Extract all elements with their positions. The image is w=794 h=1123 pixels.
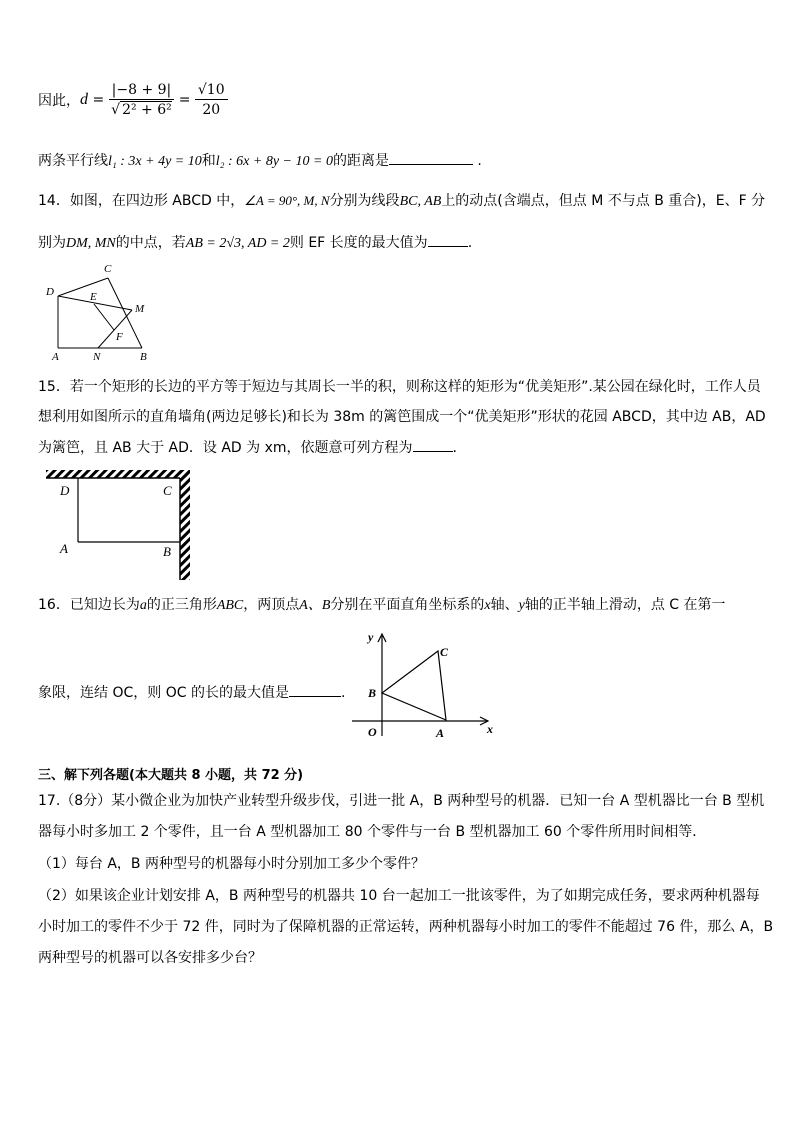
q13-rhs-den: 20: [202, 102, 221, 118]
answer-blank[interactable]: [413, 451, 453, 452]
wall-top-hatch: [46, 470, 190, 478]
q14-l2-end: .: [467, 235, 473, 251]
q16-l1c: ，两顶点: [243, 597, 300, 613]
q16-x: x: [484, 598, 491, 613]
q13b-text1: 两条平行线: [38, 153, 108, 169]
fig14-label-C: C: [104, 263, 112, 275]
q16-ab: A、B: [299, 598, 331, 613]
q15-l3a: 为篱笆，且 AB 大于 AD．设 AD 为 xm，依题意可列方程为: [38, 440, 413, 456]
q13-numerator: |−8 + 9|: [109, 82, 175, 100]
q15-line2: 想利用如图所示的直角墙角(两边足够长)和长为 38m 的篱笆围成一个“优美矩形”形状的花园 ABCD，其中边 AB，AD: [38, 409, 766, 425]
fig15-label-B: B: [163, 544, 171, 559]
q16-l1f: 轴的正半轴上滑动，点 C 在第一: [524, 597, 726, 613]
q16-abc: ABC: [216, 598, 244, 613]
q14-l2a: 别为: [38, 235, 66, 251]
fig14-label-N: N: [93, 351, 101, 363]
q16-coordinate-figure: [350, 626, 500, 742]
q15-wall-corner-figure: [40, 466, 196, 584]
q14-quadrilateral-figure: [40, 260, 160, 364]
fig16-label-A: A: [436, 726, 445, 740]
q16-a: a: [139, 598, 147, 613]
fig16-label-x: x: [487, 722, 493, 736]
q13-fraction: [109, 82, 175, 118]
fig14-label-M: M: [135, 303, 145, 315]
q15-line3: [38, 437, 457, 457]
fig14-label-E: E: [90, 291, 97, 303]
answer-blank[interactable]: [428, 246, 468, 247]
fig16-label-O: O: [368, 725, 377, 739]
q17-sub2-line1: （2）如果该企业计划安排 A，B 两种型号的机器共 10 台一起加工一批该零件，为了如期完成任务，要求两种机器每: [38, 888, 760, 904]
q14-l1-math2: BC, AB: [399, 194, 442, 209]
q14-l1c: 上的动点(含端点，但点 M 不与点 B 重合)，E、F 分: [441, 193, 766, 209]
q14-l1-math1: ∠A = 90°, M, N: [244, 193, 330, 208]
q13-rhs-fraction: [195, 82, 228, 118]
q16-line1: [38, 594, 726, 614]
fig15-label-C: C: [163, 483, 172, 498]
fig15-label-D: D: [60, 483, 70, 498]
q13-result: [38, 82, 228, 118]
q16-l1d: 分别在平面直角坐标系的: [330, 597, 485, 613]
q17-sub2-line2: 小时加工的零件不少于 72 件，同时为了保障机器的正常运转，两种机器每小时加工的零件不能超过 76 件，那么 A，B: [38, 919, 774, 935]
q13-eq2: =: [178, 92, 191, 108]
q14-l2-math2: AB = 2√3, AD = 2: [185, 236, 290, 251]
q14-l1a: 14．如图，在四边形 ABCD 中，: [38, 193, 245, 209]
fig14-label-A: A: [52, 351, 59, 363]
q14-l2b: 的中点，若: [115, 235, 186, 251]
fig16-label-C: C: [440, 645, 449, 659]
answer-blank[interactable]: [389, 164, 473, 165]
q13b-line1-eq: l₁ : 3x + 4y = 10: [108, 154, 202, 169]
fig14-label-B: B: [140, 351, 147, 363]
q13b-and: 和: [201, 153, 216, 169]
fig14-label-D: D: [46, 286, 54, 298]
q13-eq: =: [92, 92, 105, 108]
q17-line2: 器每小时多加工 2 个零件，且一台 A 型机器加工 80 个零件与一台 B 型机器加工 60 个零件所用时间相等．: [38, 824, 707, 840]
q14-line1: [38, 190, 765, 210]
q13-denominator: √ 2² + 6²: [111, 102, 172, 118]
fig15-label-A: A: [60, 541, 68, 556]
q13-d: d: [80, 91, 88, 108]
q15-l3-end: .: [452, 440, 457, 456]
q15-line1: 15．若一个矩形的长边的平方等于短边与其周长一半的积，则称这样的矩形为“优美矩形”.某公园在绿化时，工作人员: [38, 379, 761, 395]
q17-sub2-line3: 两种型号的机器可以各安排多少台？: [38, 950, 262, 966]
wall-right-hatch: [180, 470, 190, 580]
q16-l1e: 轴、: [490, 597, 519, 613]
q14-l1b: 分别为线段: [329, 193, 400, 209]
answer-blank[interactable]: [289, 696, 341, 697]
q16-y: y: [518, 598, 525, 613]
q14-l2-math1: DM, MN: [66, 236, 116, 251]
q13b-text2: 的距离是: [332, 153, 389, 169]
q16-l1b: 的正三角形: [146, 597, 217, 613]
q17-line1: 17.（8分）某小微企业为加快产业转型升级步伐，引进一批 A，B 两种型号的机器．已知一台 A 型机器比一台 B 型机: [38, 793, 765, 809]
q13b-line2-eq: l₂ : 6x + 8y − 10 = 0: [215, 154, 333, 169]
q16-l1a: 16．已知边长为: [38, 597, 140, 613]
q16-line2: [38, 682, 345, 702]
fig16-label-y: y: [368, 630, 374, 644]
q17-sub1: （1）每台 A，B 两种型号的机器每小时分别加工多少个零件？: [38, 856, 425, 872]
fig14-label-F: F: [116, 331, 123, 343]
q13-rhs-num: √10: [195, 82, 228, 100]
q16-l2a: 象限，连结 OC，则 OC 的长的最大值是: [38, 685, 289, 701]
q14-l2c: 则 EF 长度的最大值为: [289, 235, 428, 251]
q16-l2-end: .: [340, 685, 346, 701]
q13-parallel-lines: [38, 150, 482, 170]
q14-line2: [38, 232, 472, 252]
q13-den-radicand: 2² + 6²: [122, 102, 172, 118]
section-title: 三、解下列各题(本大题共 8 小题，共 72 分): [38, 768, 304, 783]
fig16-label-B: B: [368, 686, 377, 700]
q13b-end: .: [477, 153, 482, 169]
q13-prefix: 因此，: [38, 93, 80, 109]
